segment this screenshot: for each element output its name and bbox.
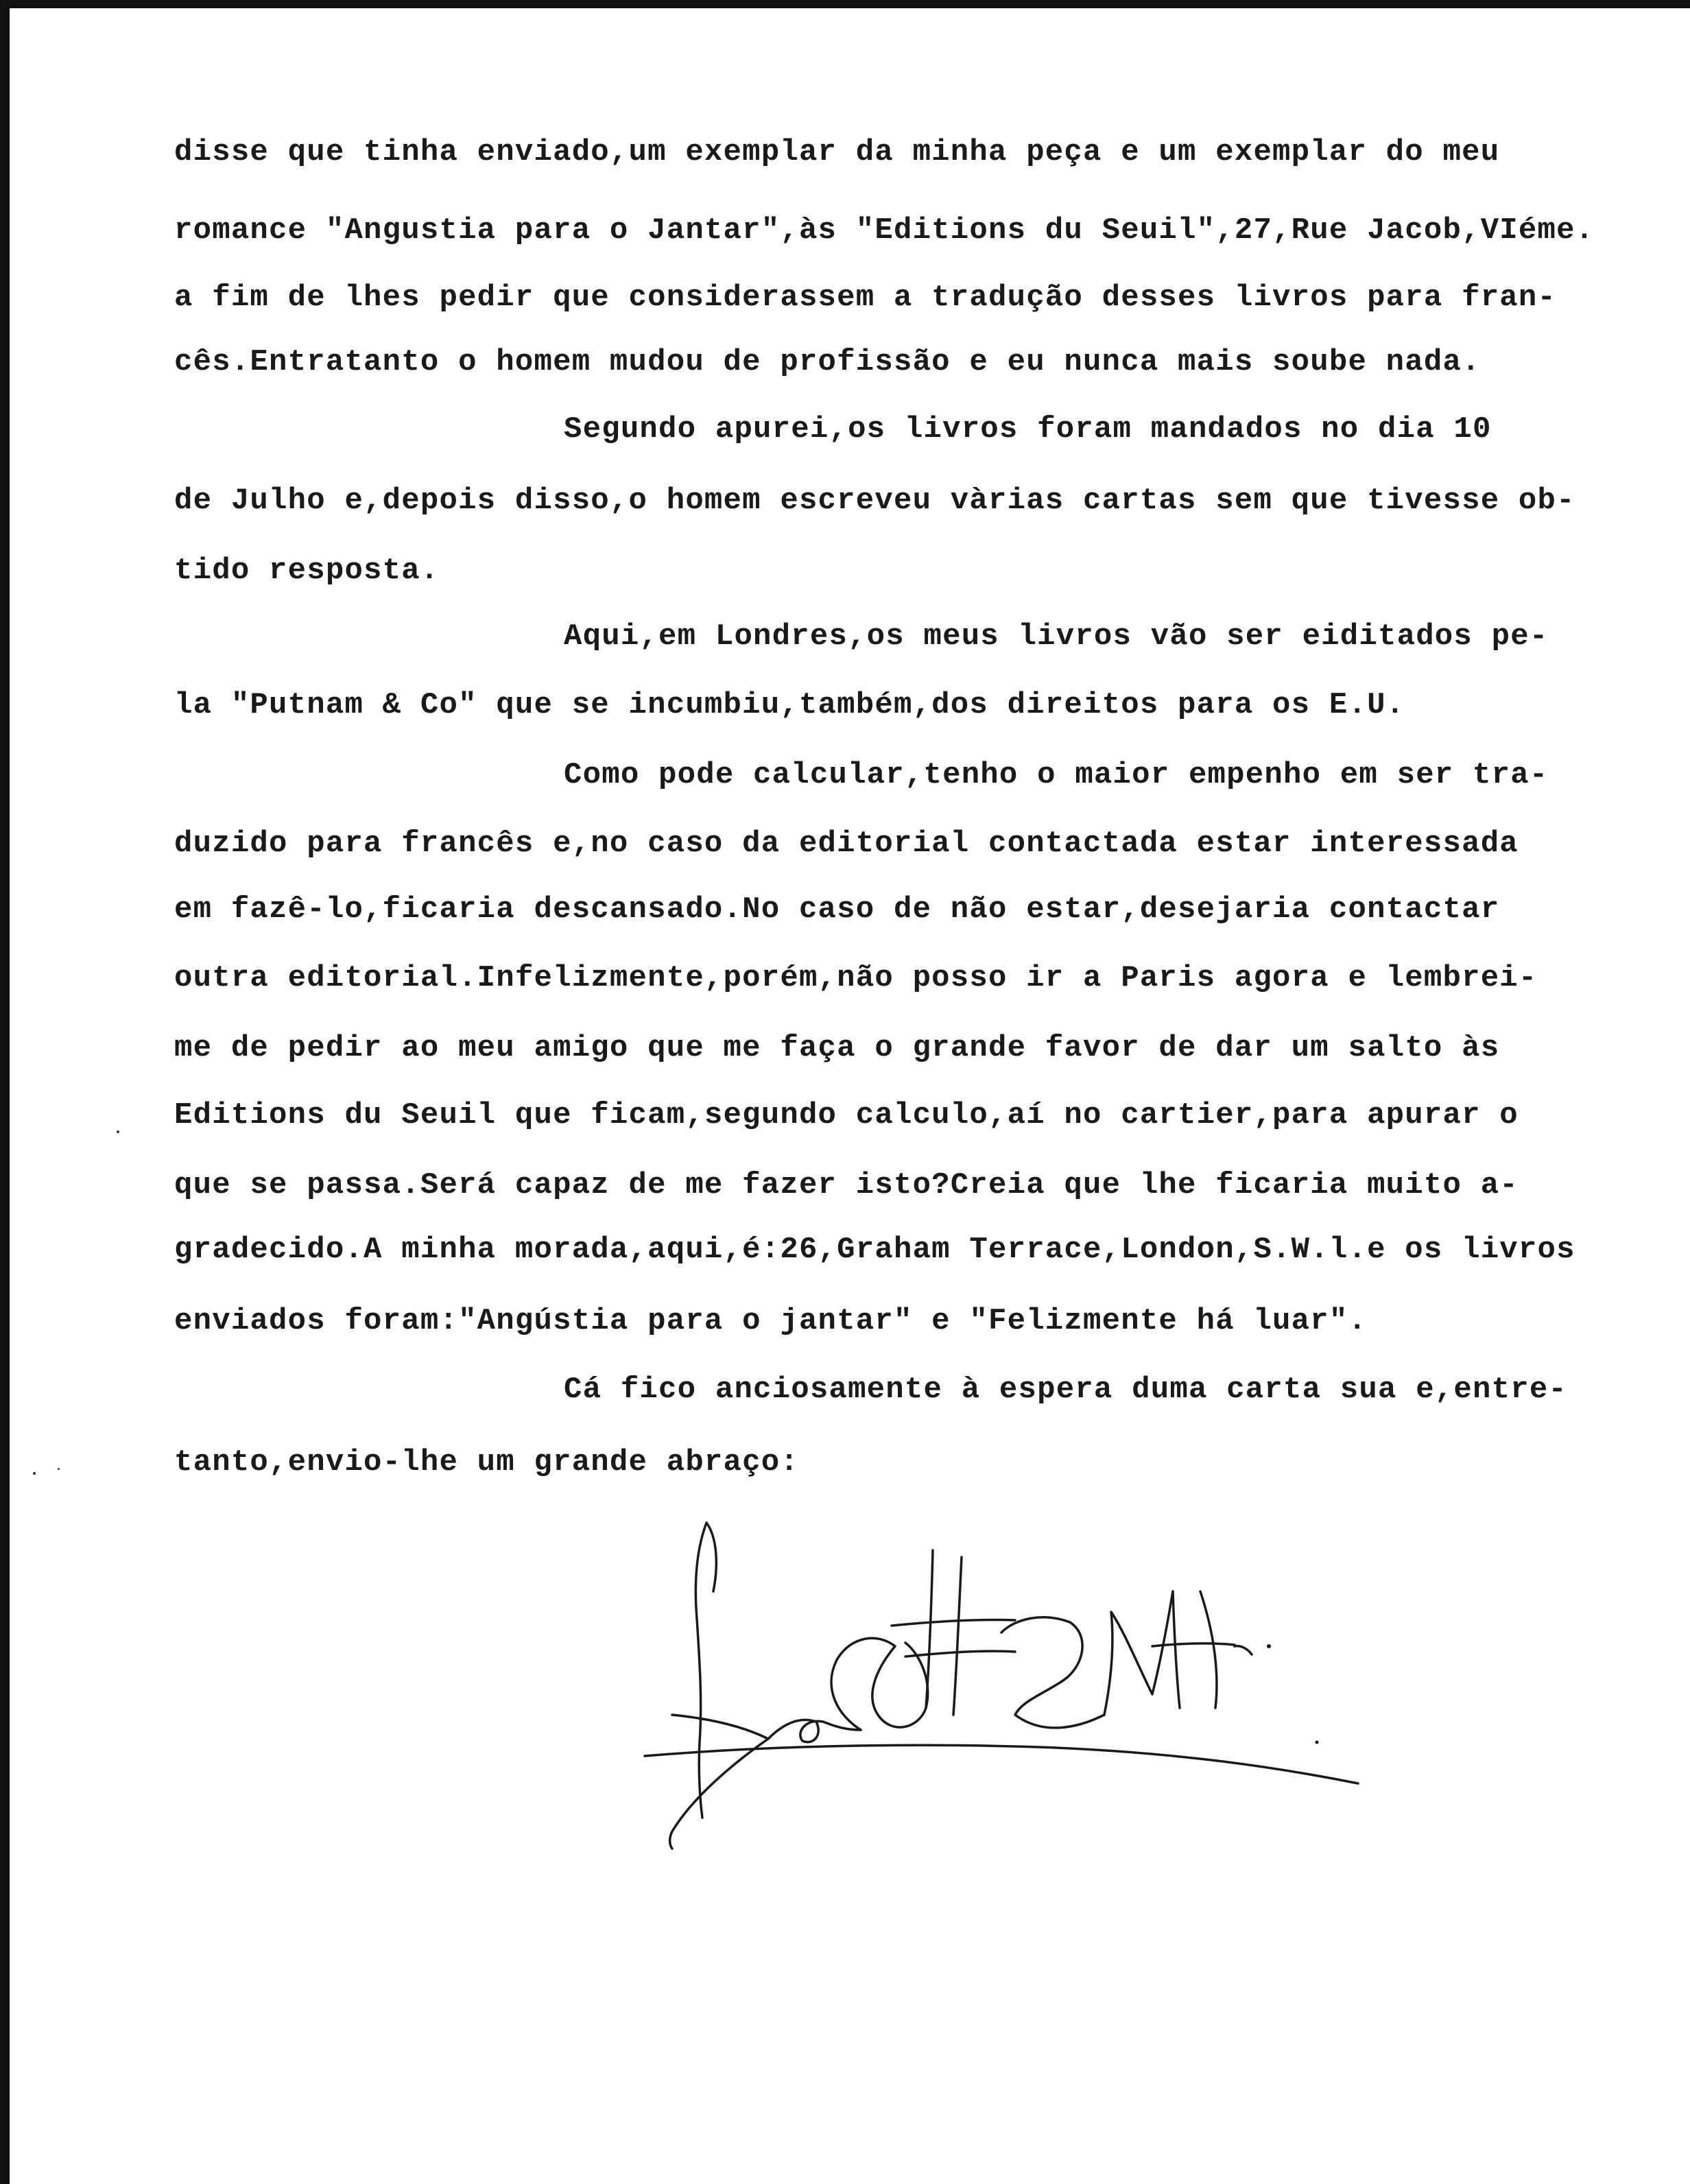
letter-line: me de pedir ao meu amigo que me faça o grande favor de dar um salto às bbox=[174, 1031, 1500, 1065]
letter-line: Editions du Seuil que ficam,segundo calculo,aí no cartier,para apurar o bbox=[174, 1098, 1519, 1132]
letter-line: cês.Entratanto o homem mudou de profissão e eu nunca mais soube nada. bbox=[174, 345, 1481, 379]
letter-line: que se passa.Será capaz de me fazer isto?Creia que lhe ficaria muito a- bbox=[174, 1168, 1519, 1202]
letter-line: a fim de lhes pedir que considerassem a tradução desses livros para fran- bbox=[174, 281, 1557, 315]
letter-line: Segundo apurei,os livros foram mandados no dia 10 bbox=[564, 412, 1492, 447]
scan-edge-left bbox=[0, 0, 10, 2184]
letter-line: tido resposta. bbox=[174, 554, 440, 588]
letter-line: de Julho e,depois disso,o homem escreveu vàrias cartas sem que tivesse ob- bbox=[174, 484, 1575, 518]
letter-line: outra editorial.Infelizmente,porém,não posso ir a Paris agora e lembrei- bbox=[174, 961, 1538, 995]
letter-line: duzido para francês e,no caso da editorial contactada estar interessada bbox=[174, 827, 1519, 861]
handwritten-signature bbox=[631, 1509, 1385, 1873]
letter-line: Cá fico anciosamente à espera duma carta sua e,entre- bbox=[564, 1373, 1568, 1407]
letter-line: romance "Angustia para o Jantar",às "Editions du Seuil",27,Rue Jacob,VIéme. bbox=[174, 213, 1595, 248]
letter-line: gradecido.A minha morada,aqui,é:26,Graham Terrace,London,S.W.l.e os livros bbox=[174, 1233, 1575, 1267]
letter-line: la "Putnam & Co" que se incumbiu,também,dos direitos para os E.U. bbox=[174, 688, 1405, 722]
letter-line: em fazê-lo,ficaria descansado.No caso de não estar,desejaria contactar bbox=[174, 892, 1500, 927]
scan-speck bbox=[117, 1130, 119, 1133]
letter-line: tanto,envio-lhe um grande abraço: bbox=[174, 1445, 799, 1480]
scan-edge-top bbox=[0, 0, 1690, 8]
letter-line: Aqui,em Londres,os meus livros vão ser eiditados pe- bbox=[564, 619, 1549, 654]
letter-line: enviados foram:"Angústia para o jantar" e "Felizmente há luar". bbox=[174, 1304, 1368, 1338]
scan-speck bbox=[58, 1468, 60, 1470]
letter-line: Como pode calcular,tenho o maior empenho em ser tra- bbox=[564, 758, 1549, 792]
scan-speck bbox=[33, 1472, 36, 1475]
letter-line: disse que tinha enviado,um exemplar da minha peça e um exemplar do meu bbox=[174, 135, 1500, 169]
